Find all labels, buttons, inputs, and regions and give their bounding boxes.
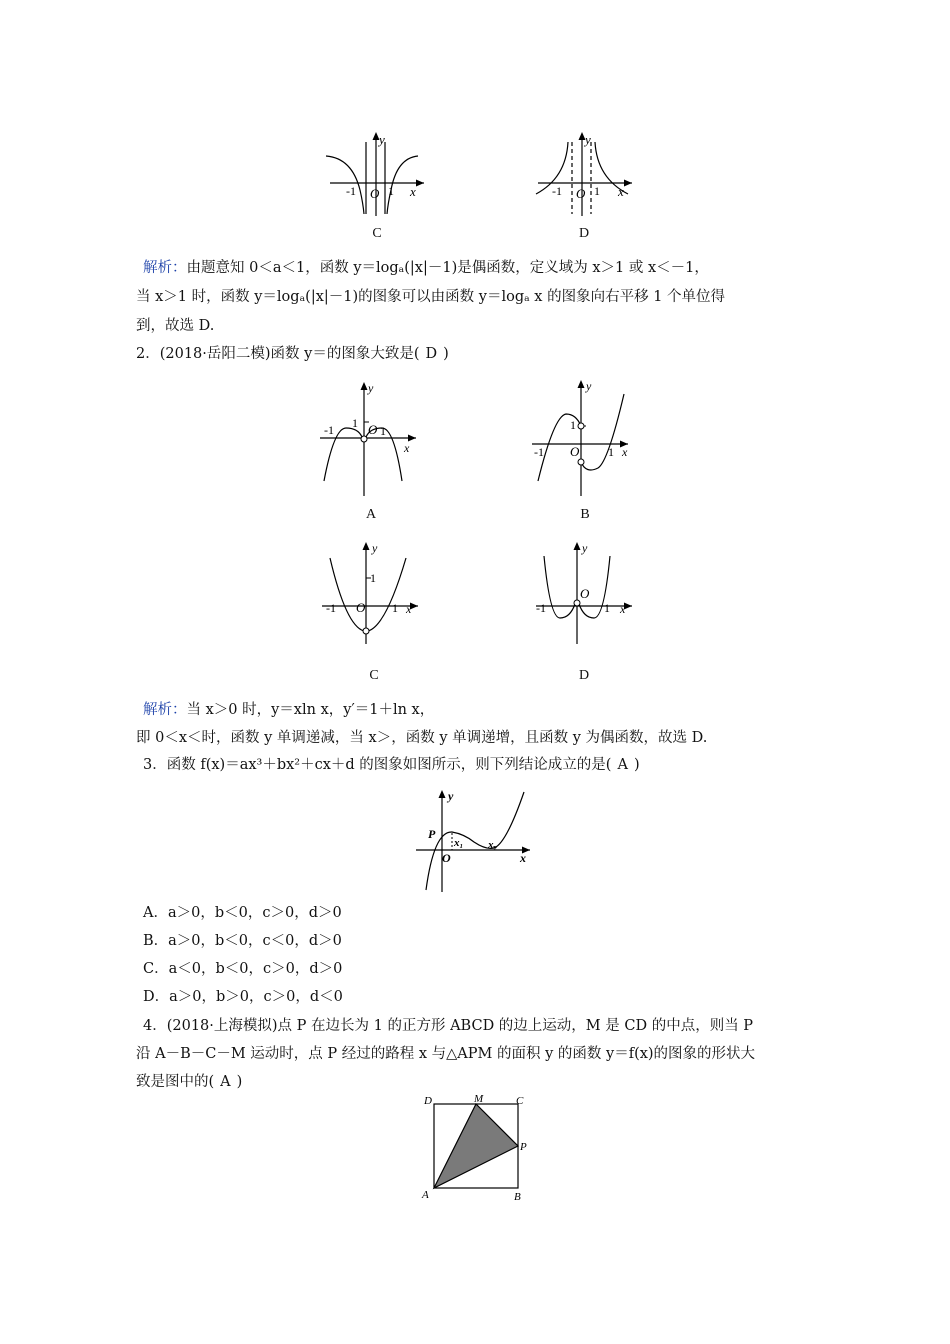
solution-2-line-2: 即 0＜x＜时，函数 y 单调递减，当 x＞，函数 y 单调递增，且函数 y 为偶函数，故选 D. <box>136 730 708 746</box>
question-3-stem <box>143 755 640 775</box>
minus-one-label: -1 <box>326 601 336 615</box>
vertex-c: C <box>516 1095 524 1107</box>
one-label: 1 <box>380 424 386 438</box>
close-paren: ) <box>633 757 640 773</box>
solution-label: 解析： <box>143 260 187 276</box>
solution-1-line-1 <box>143 258 709 278</box>
origin-label: O <box>580 586 590 601</box>
vertex-m: M <box>474 1093 484 1105</box>
answer-letter: A <box>220 1074 231 1090</box>
origin-label: O <box>442 851 451 865</box>
origin-label: O <box>370 186 380 201</box>
graph-option-a <box>316 378 426 498</box>
solution-1-line-3: 到，故选 D. <box>136 318 215 334</box>
x-axis-label: x <box>622 445 628 459</box>
x1-label: x₁ <box>454 837 464 849</box>
question-4-line-2: 沿 A－B－C－M 运动时，点 P 经过的路程 x 与△APM 的面积 y 的函数 y＝f(x)的图象的形状大 <box>136 1046 756 1062</box>
minus-one-label: -1 <box>324 423 334 437</box>
minus-one-label: -1 <box>534 445 544 459</box>
square-abcd-figure <box>418 1092 534 1206</box>
answer-letter: D <box>425 346 438 362</box>
graph-option-b <box>528 376 638 500</box>
question-stem: 2．(2018·岳阳二模)函数 y＝的图象大致是( <box>136 346 420 362</box>
answer-letter: A <box>617 757 628 773</box>
one-label: 1 <box>594 184 600 198</box>
close-paren: ) <box>443 346 449 362</box>
x-axis-label: x <box>520 851 526 865</box>
minus-one-label: -1 <box>552 184 562 198</box>
y-axis-label: y <box>448 789 454 803</box>
question-stem: 致是图中的( <box>136 1074 215 1090</box>
solution-text: 由题意知 0＜a＜1，函数 y＝logₐ(|x|－1)是偶函数，定义域为 x＞1 或 x＜－1， <box>186 260 709 276</box>
origin-label: O <box>570 444 580 459</box>
solution-text: 当 x＞0 时，y＝xln x，y′＝1＋ln x， <box>186 702 435 718</box>
y-axis-label: y <box>582 541 588 555</box>
graph-option-c-log <box>322 128 432 218</box>
solution-2-line-1 <box>143 700 434 720</box>
question-stem: 3．函数 f(x)＝ax³＋bx²＋cx＋d 的图象如图所示，则下列结论成立的是( <box>143 757 612 773</box>
caption-d: D <box>578 668 590 683</box>
caption-a: A <box>365 507 377 522</box>
cubic-graph <box>414 786 538 894</box>
question-4-line-1: 4．(2018·上海模拟)点 P 在边长为 1 的正方形 ABCD 的边上运动，M 是 CD 的中点，则当 P <box>143 1018 754 1034</box>
origin-label: O <box>368 422 378 437</box>
one-label: 1 <box>604 601 610 615</box>
minus-one-label: -1 <box>536 601 546 615</box>
origin-label: O <box>356 600 366 615</box>
x-axis-label: x <box>410 184 416 199</box>
one-label: 1 <box>608 445 614 459</box>
one-label-y: 1 <box>570 418 576 432</box>
caption-d: D <box>578 226 590 241</box>
y-axis-label: y <box>586 379 592 393</box>
option-b: B．a＞0，b＜0，c＜0，d＞0 <box>143 933 342 949</box>
one-label: 1 <box>388 184 394 198</box>
y-axis-label: y <box>372 541 378 555</box>
graph-option-d-log <box>532 128 642 218</box>
x-axis-label: x <box>618 184 624 199</box>
y-axis-label: y <box>368 381 374 395</box>
vertex-d: D <box>424 1095 432 1107</box>
origin-label: O <box>576 186 586 201</box>
vertex-a: A <box>422 1189 429 1201</box>
one-label-y: 1 <box>352 416 358 430</box>
option-c: C．a＜0，b＜0，c＞0，d＞0 <box>143 961 343 977</box>
caption-c: C <box>369 668 379 683</box>
y-axis-label: y <box>585 132 591 147</box>
option-a: A．a＞0，b＜0，c＞0，d＞0 <box>143 905 342 921</box>
y-axis-label: y <box>379 132 385 147</box>
p-label: P <box>428 827 436 841</box>
vertex-b: B <box>514 1191 521 1203</box>
question-2-stem <box>136 344 449 364</box>
caption-b: B <box>580 507 590 522</box>
graph-option-d <box>532 538 642 646</box>
caption-c: C <box>372 226 382 241</box>
minus-one-label: -1 <box>346 184 356 198</box>
option-d: D．a＞0，b＞0，c＞0，d＜0 <box>143 989 343 1005</box>
one-label: 1 <box>392 601 398 615</box>
graph-option-c <box>318 538 428 646</box>
point-p: P <box>520 1141 527 1153</box>
solution-1-line-2: 当 x＞1 时，函数 y＝logₐ(|x|－1)的图象可以由函数 y＝logₐ x 的图象向右平移 1 个单位得 <box>136 289 726 305</box>
x-axis-label: x <box>404 441 410 455</box>
x-axis-label: x <box>406 602 412 616</box>
x-axis-label: x <box>620 602 626 616</box>
x2-label: x₂ <box>488 839 498 851</box>
solution-label: 解析： <box>143 702 187 718</box>
question-4-line-3 <box>136 1072 242 1092</box>
close-paren: ) <box>236 1074 243 1090</box>
one-label-y: 1 <box>370 571 376 585</box>
